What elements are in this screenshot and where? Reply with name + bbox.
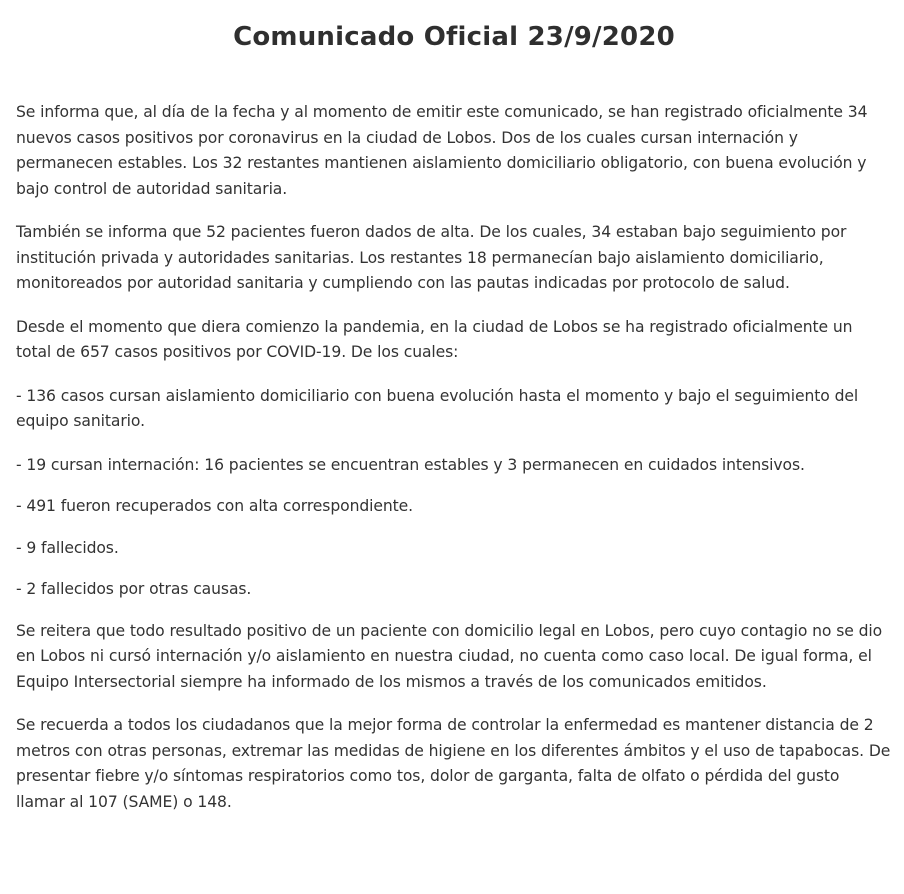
article-body [16,100,892,815]
page-title: Comunicado Oficial 23/9/2020 [233,22,675,52]
paragraph-recommendations: Se recuerda a todos los ciudadanos que la mejor forma de controlar la enfermedad es mantener distancia de 2 metros con otras personas, extremar las medidas de higiene en los diferentes ámbitos y el uso de tapabocas. De presentar fiebre y/o síntomas respiratorios como tos, dolor de garganta, falta de olfato o pérdida del gusto llamar al 107 (SAME) o 148. [16,716,891,811]
paragraph-total-cases: Desde el momento que diera comienzo la pandemia, en la ciudad de Lobos se ha registrado oficialmente un total de 657 casos positivos por COVID-19. De los cuales: [16,317,853,361]
paragraph-discharges: También se informa que 52 pacientes fueron dados de alta. De los cuales, 34 estaban bajo seguimiento por institución privada y autoridades sanitarias. Los restantes 18 permanecían bajo aislamiento domiciliario, monitoreados por autoridad sanitaria y cumpliendo con las pautas indicadas por protocolo de salud. [16,223,847,292]
list-item-recovered: - 491 fueron recuperados con alta correspondiente. [16,497,414,515]
list-item-deceased-other: - 2 fallecidos por otras causas. [16,580,252,598]
paragraph-new-cases: Se informa que, al día de la fecha y al momento de emitir este comunicado, se han registrado oficialmente 34 nuevos casos positivos por coronavirus en la ciudad de Lobos. Dos de los cuales cursan internación y permanecen estables. Los 32 restantes mantienen aislamiento domiciliario obligatorio, con buena evolución y bajo control de autoridad sanitaria. [16,103,868,198]
list-item-home-isolation: - 136 casos cursan aislamiento domiciliario con buena evolución hasta el momento y bajo el seguimiento del equipo sanitario. [16,386,859,430]
list-item-hospitalized: - 19 cursan internación: 16 pacientes se encuentran estables y 3 permanecen en cuidados intensivos. [16,455,805,474]
paragraph-local-cases-note: Se reitera que todo resultado positivo de un paciente con domicilio legal en Lobos, pero cuyo contagio no se dio en Lobos ni cursó internación y/o aislamiento en nuestra ciudad, no cuenta como caso local. De igual forma, el Equipo Intersectorial siempre ha informado de los mismos a través de los comunicados emitidos. [16,621,883,691]
list-item-deceased: - 9 fallecidos. [16,538,119,557]
